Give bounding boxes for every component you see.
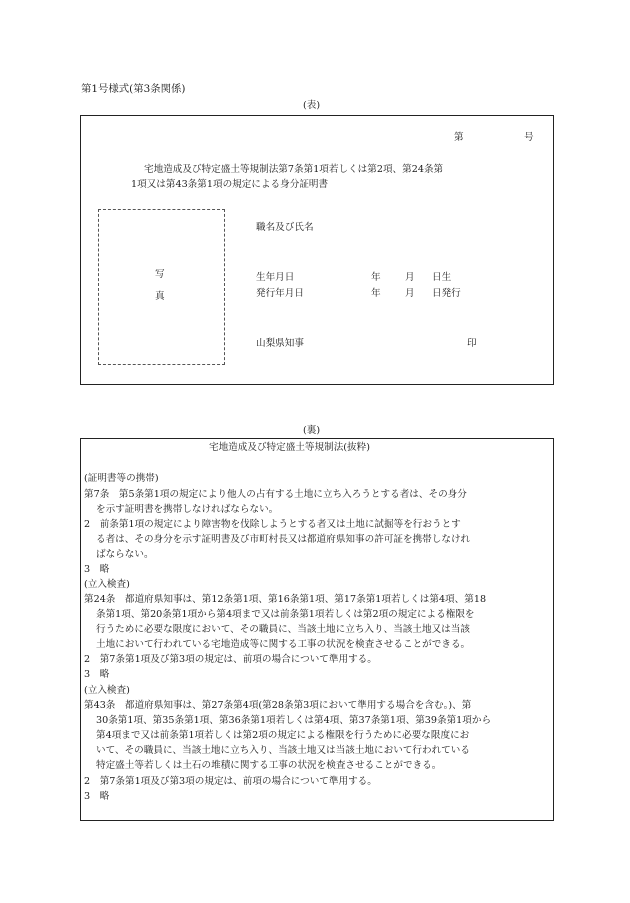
back-caption: (裏) xyxy=(303,425,321,436)
issue-month: 月 xyxy=(405,288,415,299)
photo-char-2: 真 xyxy=(155,291,165,302)
birth-day: 日生 xyxy=(432,272,452,283)
law-line: 行うために必要な限度において、その職員に、当該土地に立ち入り、当該土地又は当該 xyxy=(96,624,470,635)
birth-date-label: 生年月日 xyxy=(256,272,295,283)
law-line: 3 略 xyxy=(84,669,110,680)
certificate-title-line1: 宅地造成及び特定盛土等規制法第7条第1項若しくは第2項、第24条第 xyxy=(144,164,444,175)
issue-date-label: 発行年月日 xyxy=(256,288,304,299)
law-line: 第24条 都道府県知事は、第12条第1項、第16条第1項、第17条第1項若しくは第4項、第18 xyxy=(84,594,487,605)
certificate-title-line2: 1項又は第43条第1項の規定による身分証明書 xyxy=(131,179,329,190)
form-label: 第1号様式(第3条関係) xyxy=(81,83,186,95)
law-line: 第7条 第5条第1項の規定により他人の占有する土地に立ち入ろうとする者は、その身分 xyxy=(84,489,467,500)
law-line: (立入検査) xyxy=(84,685,130,696)
photo-area xyxy=(98,209,225,365)
law-line: いて、その職員に、当該土地に立ち入り、当該土地又は当該土地において行われている xyxy=(96,745,470,756)
law-line: 30条第1項、第35条第1項、第36条第1項若しくは第4項、第37条第1項、第39条第1項から xyxy=(96,715,492,726)
law-line: 第43条 都道府県知事は、第27条第4項(第28条第3項において準用する場合を含む。)、第 xyxy=(84,700,472,711)
birth-month: 月 xyxy=(405,272,415,283)
law-line: を示す証明書を携帯しなければならない。 xyxy=(96,504,279,515)
law-line: 2 前条第1項の規定により障害物を伐除しようとする者又は土地に試掘等を行おうとす xyxy=(84,519,461,530)
law-line: 3 略 xyxy=(84,564,110,575)
law-line: ばならない。 xyxy=(96,549,154,560)
issuer: 山梨県知事 xyxy=(256,338,304,349)
back-header: 宅地造成及び特定盛土等規制法(抜粋) xyxy=(209,442,370,453)
issue-year: 年 xyxy=(371,288,381,299)
name-label: 職名及び氏名 xyxy=(256,222,314,233)
law-line: 特定盛土等若しくは土石の堆積に関する工事の状況を検査させることができる。 xyxy=(96,760,442,771)
law-line: 土地において行われている宅地造成等に関する工事の状況を検査させることができる。 xyxy=(96,639,471,650)
number-dai: 第 xyxy=(454,132,464,143)
law-line: 第4項まで又は前条第1項若しくは第2項の規定による権限を行うために必要な限度にお xyxy=(96,730,470,741)
number-go: 号 xyxy=(524,132,534,143)
birth-year: 年 xyxy=(371,272,381,283)
seal: 印 xyxy=(467,338,477,349)
law-line: (証明書等の携帯) xyxy=(84,473,159,484)
photo-char-1: 写 xyxy=(155,269,165,280)
issue-day: 日発行 xyxy=(432,288,461,299)
law-line: 2 第7条第1項及び第3項の規定は、前項の場合について準用する。 xyxy=(84,776,377,787)
front-caption: (表) xyxy=(303,100,321,111)
law-line: 3 略 xyxy=(84,791,110,802)
front-card xyxy=(80,115,554,385)
law-line: る者は、その身分を示す証明書及び市町村長又は都道府県知事の許可証を携帯しなけれ xyxy=(96,534,471,545)
law-line: (立入検査) xyxy=(84,579,130,590)
law-line: 2 第7条第1項及び第3項の規定は、前項の場合について準用する。 xyxy=(84,654,377,665)
law-line: 条第1項、第20条第1項から第4項まで又は前条第1項若しくは第2項の規定による権限を xyxy=(96,609,475,620)
